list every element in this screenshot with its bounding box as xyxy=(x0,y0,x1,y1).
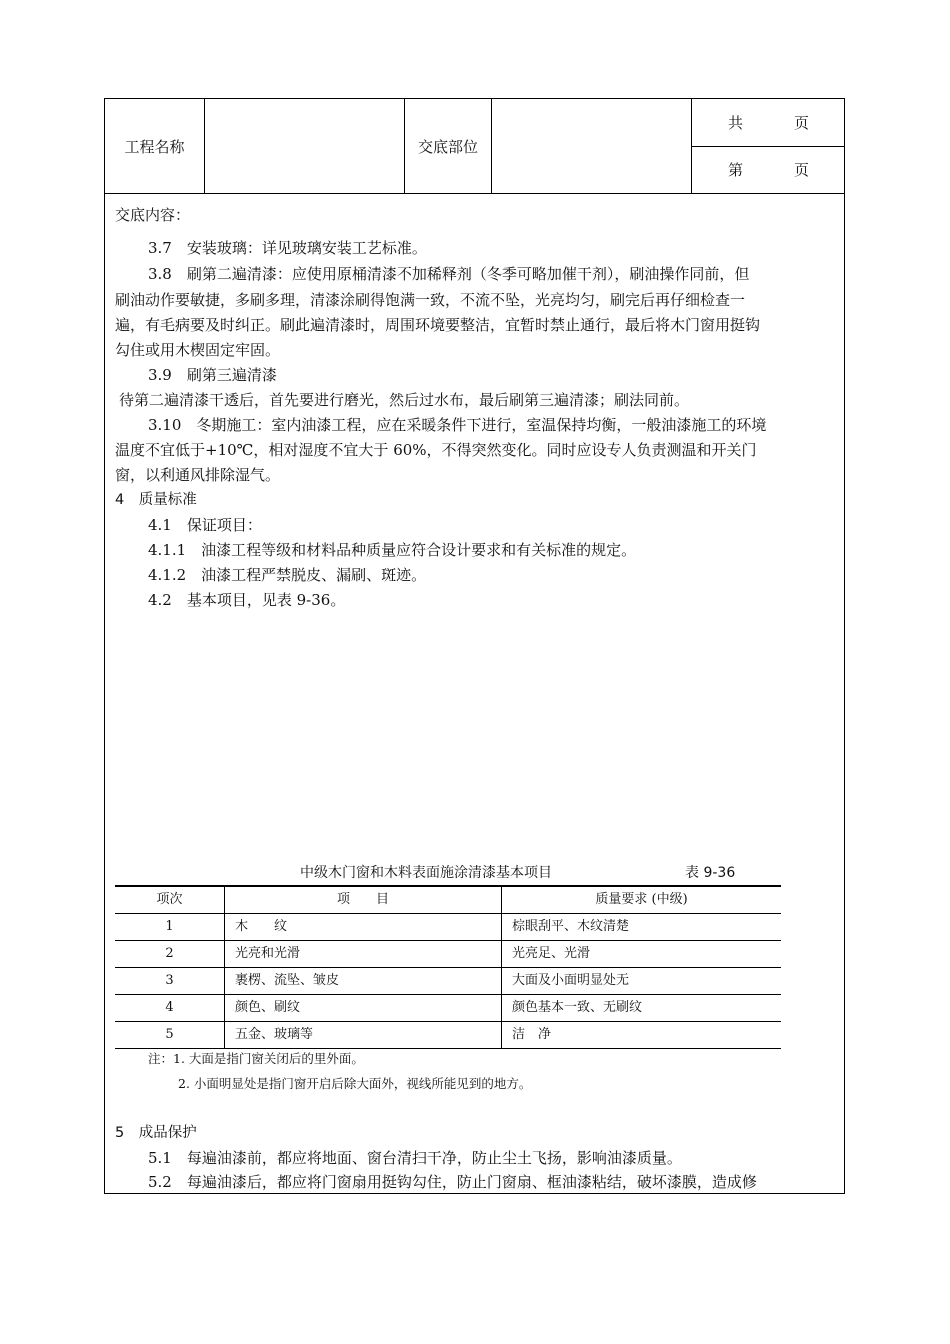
column-header-item: 项 目 xyxy=(225,887,502,913)
paragraph-3-10-line3: 窗，以利通风排除湿气。 xyxy=(115,466,281,484)
table-row xyxy=(115,914,781,941)
paragraph-4-1-1: 4.1.1 油漆工程等级和材料品种质量应符合设计要求和有关标准的规定。 xyxy=(148,541,637,559)
header-table xyxy=(105,99,844,194)
paragraph-3-7: 3.7 安装玻璃：详见玻璃安装工艺标准。 xyxy=(148,239,427,257)
row-index: 2 xyxy=(115,941,225,967)
row-index: 5 xyxy=(115,1022,225,1048)
paragraph-4-2: 4.2 基本项目，见表 9-36。 xyxy=(148,591,346,609)
column-header-index: 项次 xyxy=(115,887,225,913)
paragraph-5-1: 5.1 每遍油漆前，都应将地面、窗台清扫干净，防止尘土飞扬，影响油漆质量。 xyxy=(148,1149,682,1167)
table-row xyxy=(115,1022,781,1048)
quality-table xyxy=(115,885,781,1049)
content-label: 交底内容： xyxy=(115,206,191,224)
table-number: 表 9-36 xyxy=(685,865,736,881)
paragraph-5-2: 5.2 每遍油漆后，都应将门窗扇用挺钩勾住，防止门窗扇、框油漆粘结，破坏漆膜，造成修 xyxy=(148,1173,757,1191)
row-index: 4 xyxy=(115,995,225,1021)
row-item: 光亮和光滑 xyxy=(225,941,502,967)
project-name-label: 工程名称 xyxy=(105,99,205,193)
paragraph-4-1-2: 4.1.2 油漆工程严禁脱皮、漏刷、斑迹。 xyxy=(148,566,427,584)
total-pages-label: 共 xyxy=(728,114,744,132)
paragraph-3-10-line1: 3.10 冬期施工：室内油漆工程，应在采暖条件下进行，室温保持均衡，一般油漆施工的环境 xyxy=(148,416,767,434)
row-requirement: 棕眼刮平、木纹清楚 xyxy=(512,919,630,934)
table-row xyxy=(115,995,781,1022)
table-row xyxy=(115,941,781,968)
table-title: 中级木门窗和木料表面施涂清漆基本项目 xyxy=(300,865,552,881)
paragraph-4-1: 4.1 保证项目： xyxy=(148,516,262,534)
row-index: 3 xyxy=(115,968,225,994)
page-number-unit: 页 xyxy=(794,161,810,179)
table-note-2: 2. 小面明显处是指门窗开启后除大面外，视线所能见到的地方。 xyxy=(178,1076,532,1091)
paragraph-3-9-body: 待第二遍清漆干透后，首先要进行磨光，然后过水布，最后刷第三遍清漆；刷法同前。 xyxy=(119,391,690,409)
section-4-heading: 4 质量标准 xyxy=(115,492,197,508)
row-requirement: 洁 净 xyxy=(512,1027,552,1042)
total-pages xyxy=(692,99,844,147)
paragraph-3-9: 3.9 刷第三遍清漆 xyxy=(148,366,277,384)
row-item: 颜色、刷纹 xyxy=(225,995,502,1021)
location-value xyxy=(492,99,692,193)
total-pages-unit: 页 xyxy=(794,114,810,132)
page-number xyxy=(692,146,844,193)
paragraph-3-8-line2: 刷油动作要敏捷，多刷多理，清漆涂刷得饱满一致，不流不坠，光亮均匀，刷完后再仔细检查一 xyxy=(115,291,746,309)
page-number-label: 第 xyxy=(728,161,744,179)
row-requirement: 颜色基本一致、无刷纹 xyxy=(512,1000,643,1015)
table-note-1: 注：1. 大面是指门窗关闭后的里外面。 xyxy=(148,1051,364,1066)
section-5-heading: 5 成品保护 xyxy=(115,1125,197,1141)
paragraph-3-10-line2: 温度不宜低于+10℃，相对湿度不宜大于 60%，不得突然变化。同时应设专人负责测温和开关门 xyxy=(115,441,757,459)
page-info xyxy=(692,99,844,193)
row-requirement: 光亮足、光滑 xyxy=(512,946,591,961)
location-label: 交底部位 xyxy=(405,99,492,193)
paragraph-3-8-line3: 遍，有毛病要及时纠正。刷此遍清漆时，周围环境要整洁，宜暂时禁止通行，最后将木门窗用挺钩 xyxy=(115,316,761,334)
table-header-row xyxy=(115,887,781,914)
row-item: 裹楞、流坠、皱皮 xyxy=(225,968,502,994)
row-index: 1 xyxy=(115,914,225,940)
column-header-requirement: 质量要求 (中级) xyxy=(595,892,688,907)
row-item: 五金、玻璃等 xyxy=(225,1022,502,1048)
table-row xyxy=(115,968,781,995)
project-name-value xyxy=(205,99,405,193)
paragraph-3-8-line4: 勾住或用木楔固定牢固。 xyxy=(115,341,281,359)
row-requirement: 大面及小面明显处无 xyxy=(512,973,630,988)
row-item: 木 纹 xyxy=(225,914,502,940)
paragraph-3-8-line1: 3.8 刷第二遍清漆：应使用原桶清漆不加稀释剂（冬季可略加催干剂），刷油操作同前，但 xyxy=(148,265,750,283)
